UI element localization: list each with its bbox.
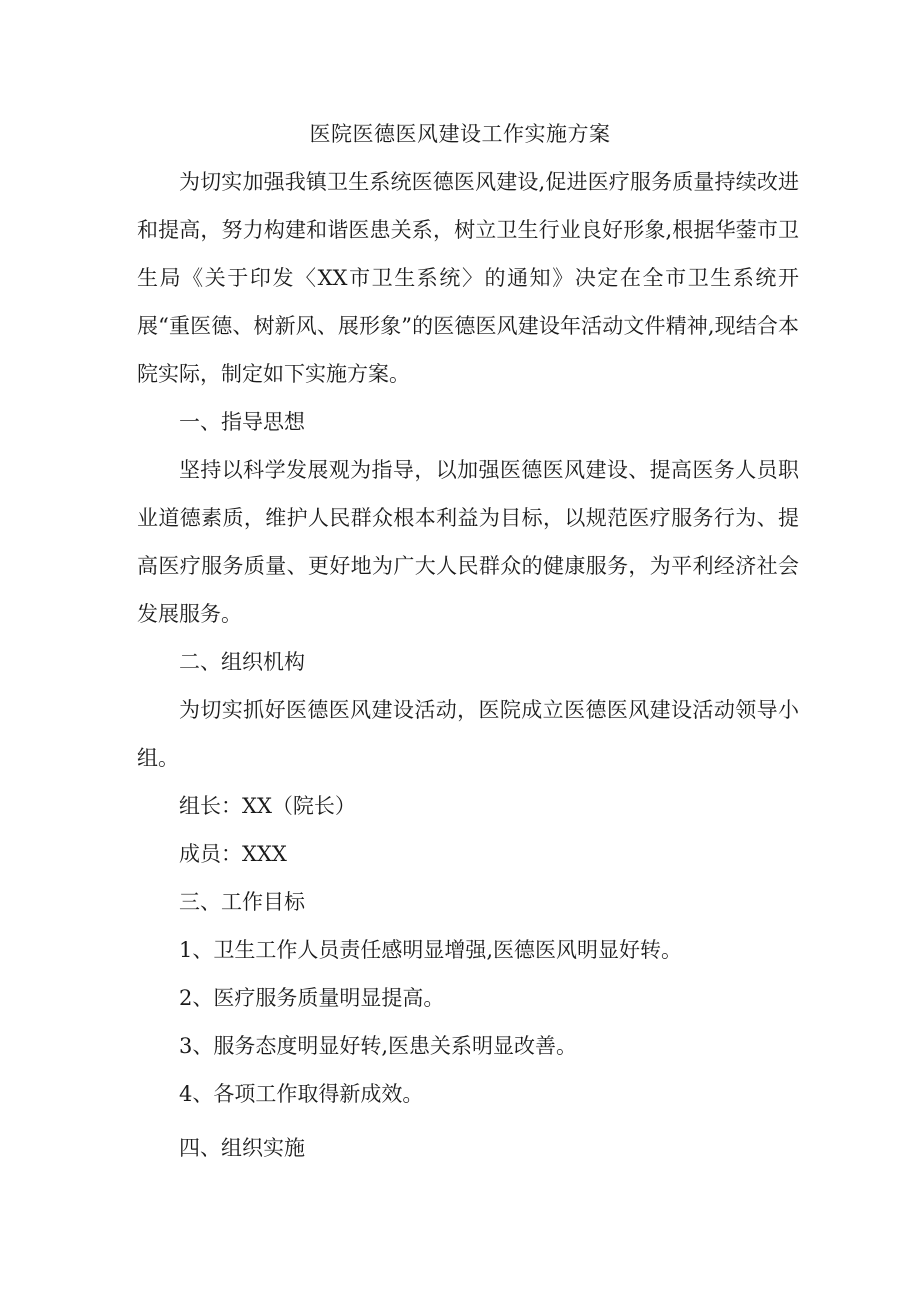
goal-item: 3、服务态度明显好转,医患关系明显改善。 bbox=[179, 1034, 578, 1058]
section2 bbox=[137, 638, 799, 686]
section4 bbox=[137, 1124, 799, 1172]
intro-paragraph: 为切实加强我镇卫生系统医德医风建设,促进医疗服务质量持续改进和提高，努力构建和谐医患关系，树立卫生行业良好形象,根据华蓥市卫生局《关于印发〈XX市卫生系统〉的通知》决定在全市卫生系统开展“重医德、树新风、展形象”的医德医风建设年活动文件精神,现结合本院实际，制定如下实施方案。 bbox=[137, 170, 799, 386]
section2-heading: 二、组织机构 bbox=[179, 650, 305, 674]
section4-heading: 四、组织实施 bbox=[179, 1136, 305, 1160]
section1 bbox=[137, 398, 799, 446]
section2-members: 成员：XXX bbox=[179, 842, 287, 866]
section3 bbox=[137, 878, 799, 926]
section2-body: 为切实抓好医德医风建设活动，医院成立医德医风建设活动领导小组。 bbox=[137, 698, 799, 770]
section2-leader: 组长：XX（院长） bbox=[179, 794, 356, 818]
section1-heading: 一、指导思想 bbox=[179, 410, 305, 434]
goal-item: 2、医疗服务质量明显提高。 bbox=[179, 986, 445, 1010]
section1-body: 坚持以科学发展观为指导，以加强医德医风建设、提高医务人员职业道德素质，维护人民群众根本利益为目标，以规范医疗服务行为、提高医疗服务质量、更好地为广大人民群众的健康服务，为平利经济社会发展服务。 bbox=[137, 458, 799, 626]
goal-item: 1、卫生工作人员责任感明显增强,医德医风明显好转。 bbox=[179, 938, 683, 962]
section3-heading: 三、工作目标 bbox=[179, 890, 305, 914]
document-title: 医院医德医风建设工作实施方案 bbox=[309, 122, 611, 146]
goal-item: 4、各项工作取得新成效。 bbox=[179, 1082, 424, 1106]
